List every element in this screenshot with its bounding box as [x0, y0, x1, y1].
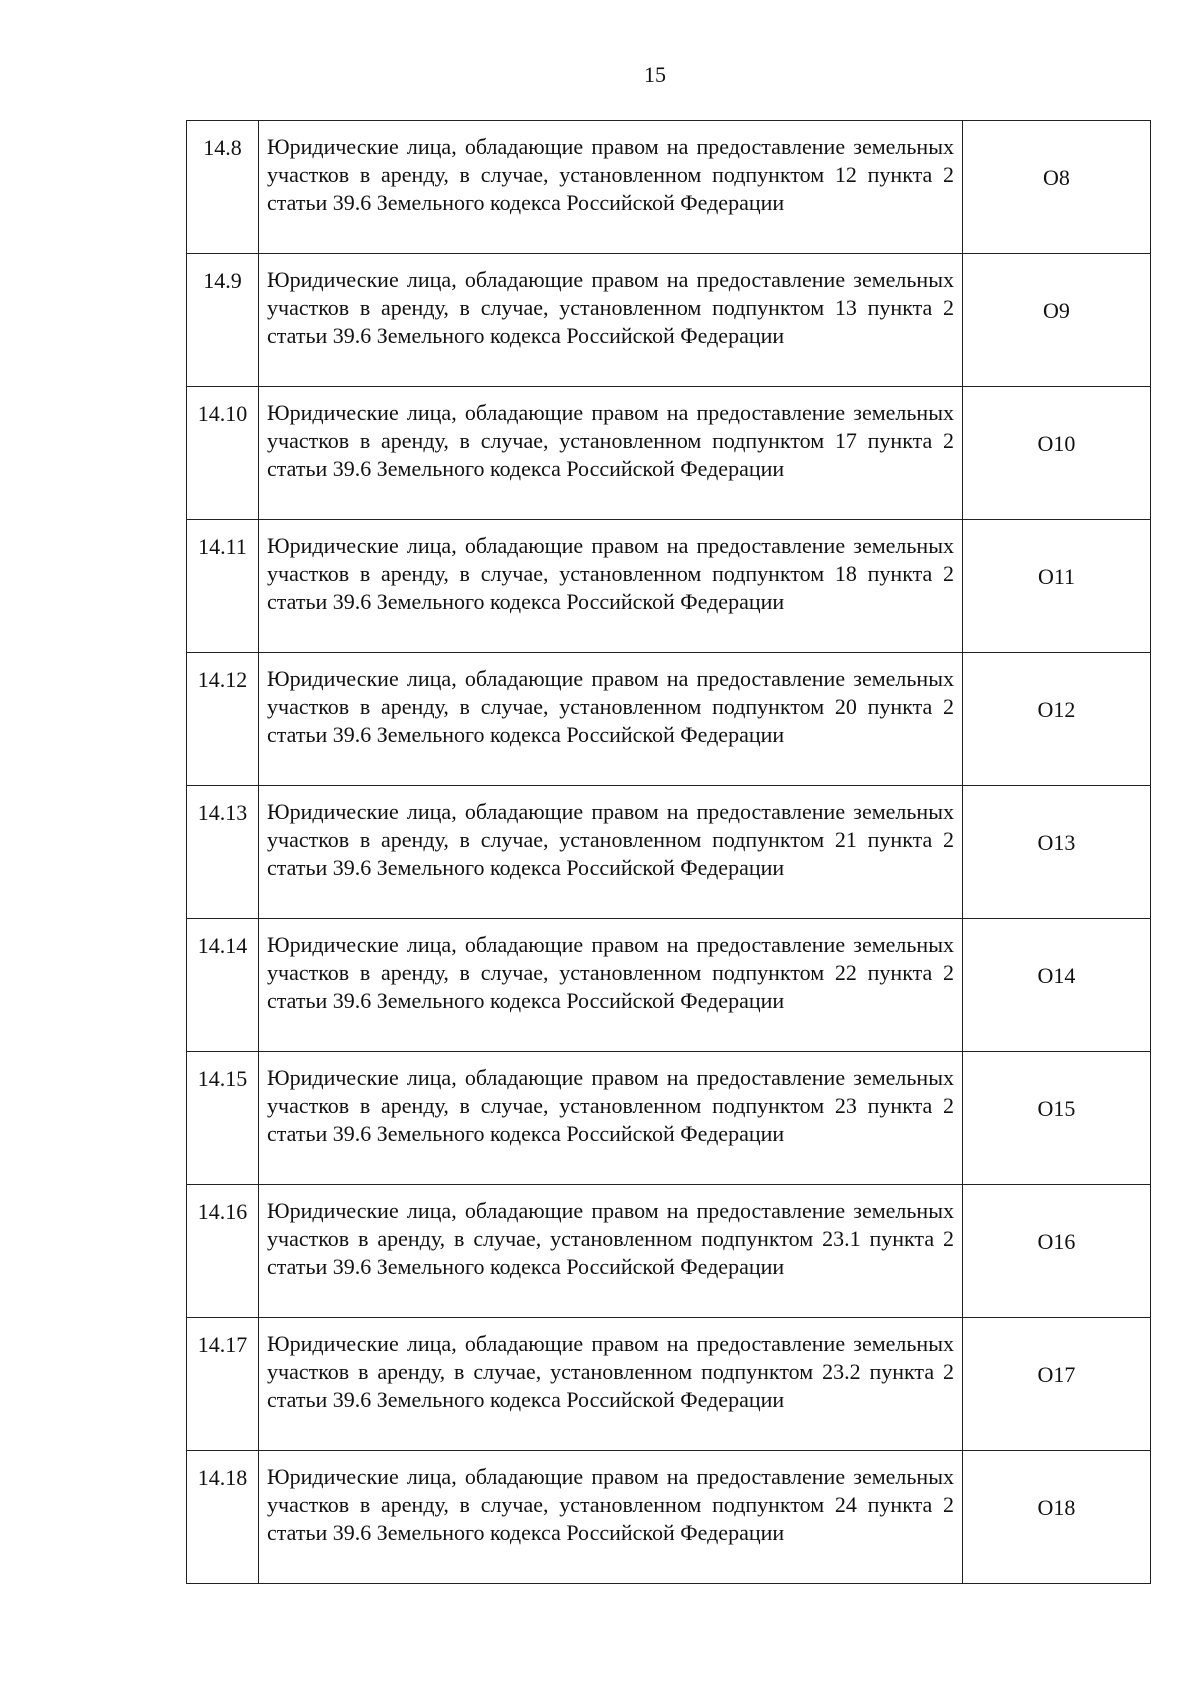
row-code: О8 — [963, 121, 1151, 254]
row-number: 14.12 — [187, 653, 259, 786]
table-row — [187, 520, 1151, 653]
row-description: Юридические лица, обладающие правом на предоставление земельных участков в аренду, в случае, установленном подпунктом 12 пункта 2 статьи 39.6 Земельного кодекса Российской Федерации — [259, 121, 963, 254]
row-description: Юридические лица, обладающие правом на предоставление земельных участков в аренду, в случае, установленном подпунктом 20 пункта 2 статьи 39.6 Земельного кодекса Российской Федерации — [259, 653, 963, 786]
table-row — [187, 121, 1151, 254]
row-description: Юридические лица, обладающие правом на предоставление земельных участков в аренду, в случае, установленном подпунктом 23 пункта 2 статьи 39.6 Земельного кодекса Российской Федерации — [259, 1052, 963, 1185]
row-code: О13 — [963, 786, 1151, 919]
row-number: 14.16 — [187, 1185, 259, 1318]
row-number: 14.9 — [187, 254, 259, 387]
row-description: Юридические лица, обладающие правом на предоставление земельных участков в аренду, в случае, установленном подпунктом 23.1 пункта 2 статьи 39.6 Земельного кодекса Российской Федерации — [259, 1185, 963, 1318]
table-row — [187, 919, 1151, 1052]
row-description: Юридические лица, обладающие правом на предоставление земельных участков в аренду, в случае, установленном подпунктом 18 пункта 2 статьи 39.6 Земельного кодекса Российской Федерации — [259, 520, 963, 653]
row-code: О16 — [963, 1185, 1151, 1318]
table-row — [187, 1451, 1151, 1584]
table-row — [187, 786, 1151, 919]
row-description: Юридические лица, обладающие правом на предоставление земельных участков в аренду, в случае, установленном подпунктом 17 пункта 2 статьи 39.6 Земельного кодекса Российской Федерации — [259, 387, 963, 520]
table-row — [187, 653, 1151, 786]
row-code: О17 — [963, 1318, 1151, 1451]
row-number: 14.14 — [187, 919, 259, 1052]
row-description: Юридические лица, обладающие правом на предоставление земельных участков в аренду, в случае, установленном подпунктом 23.2 пункта 2 статьи 39.6 Земельного кодекса Российской Федерации — [259, 1318, 963, 1451]
table-row — [187, 1185, 1151, 1318]
row-description: Юридические лица, обладающие правом на предоставление земельных участков в аренду, в случае, установленном подпунктом 24 пункта 2 статьи 39.6 Земельного кодекса Российской Федерации — [259, 1451, 963, 1584]
row-number: 14.15 — [187, 1052, 259, 1185]
row-code: О15 — [963, 1052, 1151, 1185]
row-code: О10 — [963, 387, 1151, 520]
row-number: 14.8 — [187, 121, 259, 254]
row-number: 14.13 — [187, 786, 259, 919]
table-row — [187, 1052, 1151, 1185]
categories-table — [186, 120, 1151, 1584]
row-code: О14 — [963, 919, 1151, 1052]
row-code: О18 — [963, 1451, 1151, 1584]
row-number: 14.10 — [187, 387, 259, 520]
row-code: О11 — [963, 520, 1151, 653]
row-number: 14.17 — [187, 1318, 259, 1451]
row-description: Юридические лица, обладающие правом на предоставление земельных участков в аренду, в случае, установленном подпунктом 21 пункта 2 статьи 39.6 Земельного кодекса Российской Федерации — [259, 786, 963, 919]
row-code: О12 — [963, 653, 1151, 786]
table-row — [187, 254, 1151, 387]
table-row — [187, 1318, 1151, 1451]
row-number: 14.18 — [187, 1451, 259, 1584]
row-description: Юридические лица, обладающие правом на предоставление земельных участков в аренду, в случае, установленном подпунктом 22 пункта 2 статьи 39.6 Земельного кодекса Российской Федерации — [259, 919, 963, 1052]
page-number: 15 — [644, 62, 666, 87]
row-code: О9 — [963, 254, 1151, 387]
row-description: Юридические лица, обладающие правом на предоставление земельных участков в аренду, в случае, установленном подпунктом 13 пункта 2 статьи 39.6 Земельного кодекса Российской Федерации — [259, 254, 963, 387]
row-number: 14.11 — [187, 520, 259, 653]
table-row — [187, 387, 1151, 520]
